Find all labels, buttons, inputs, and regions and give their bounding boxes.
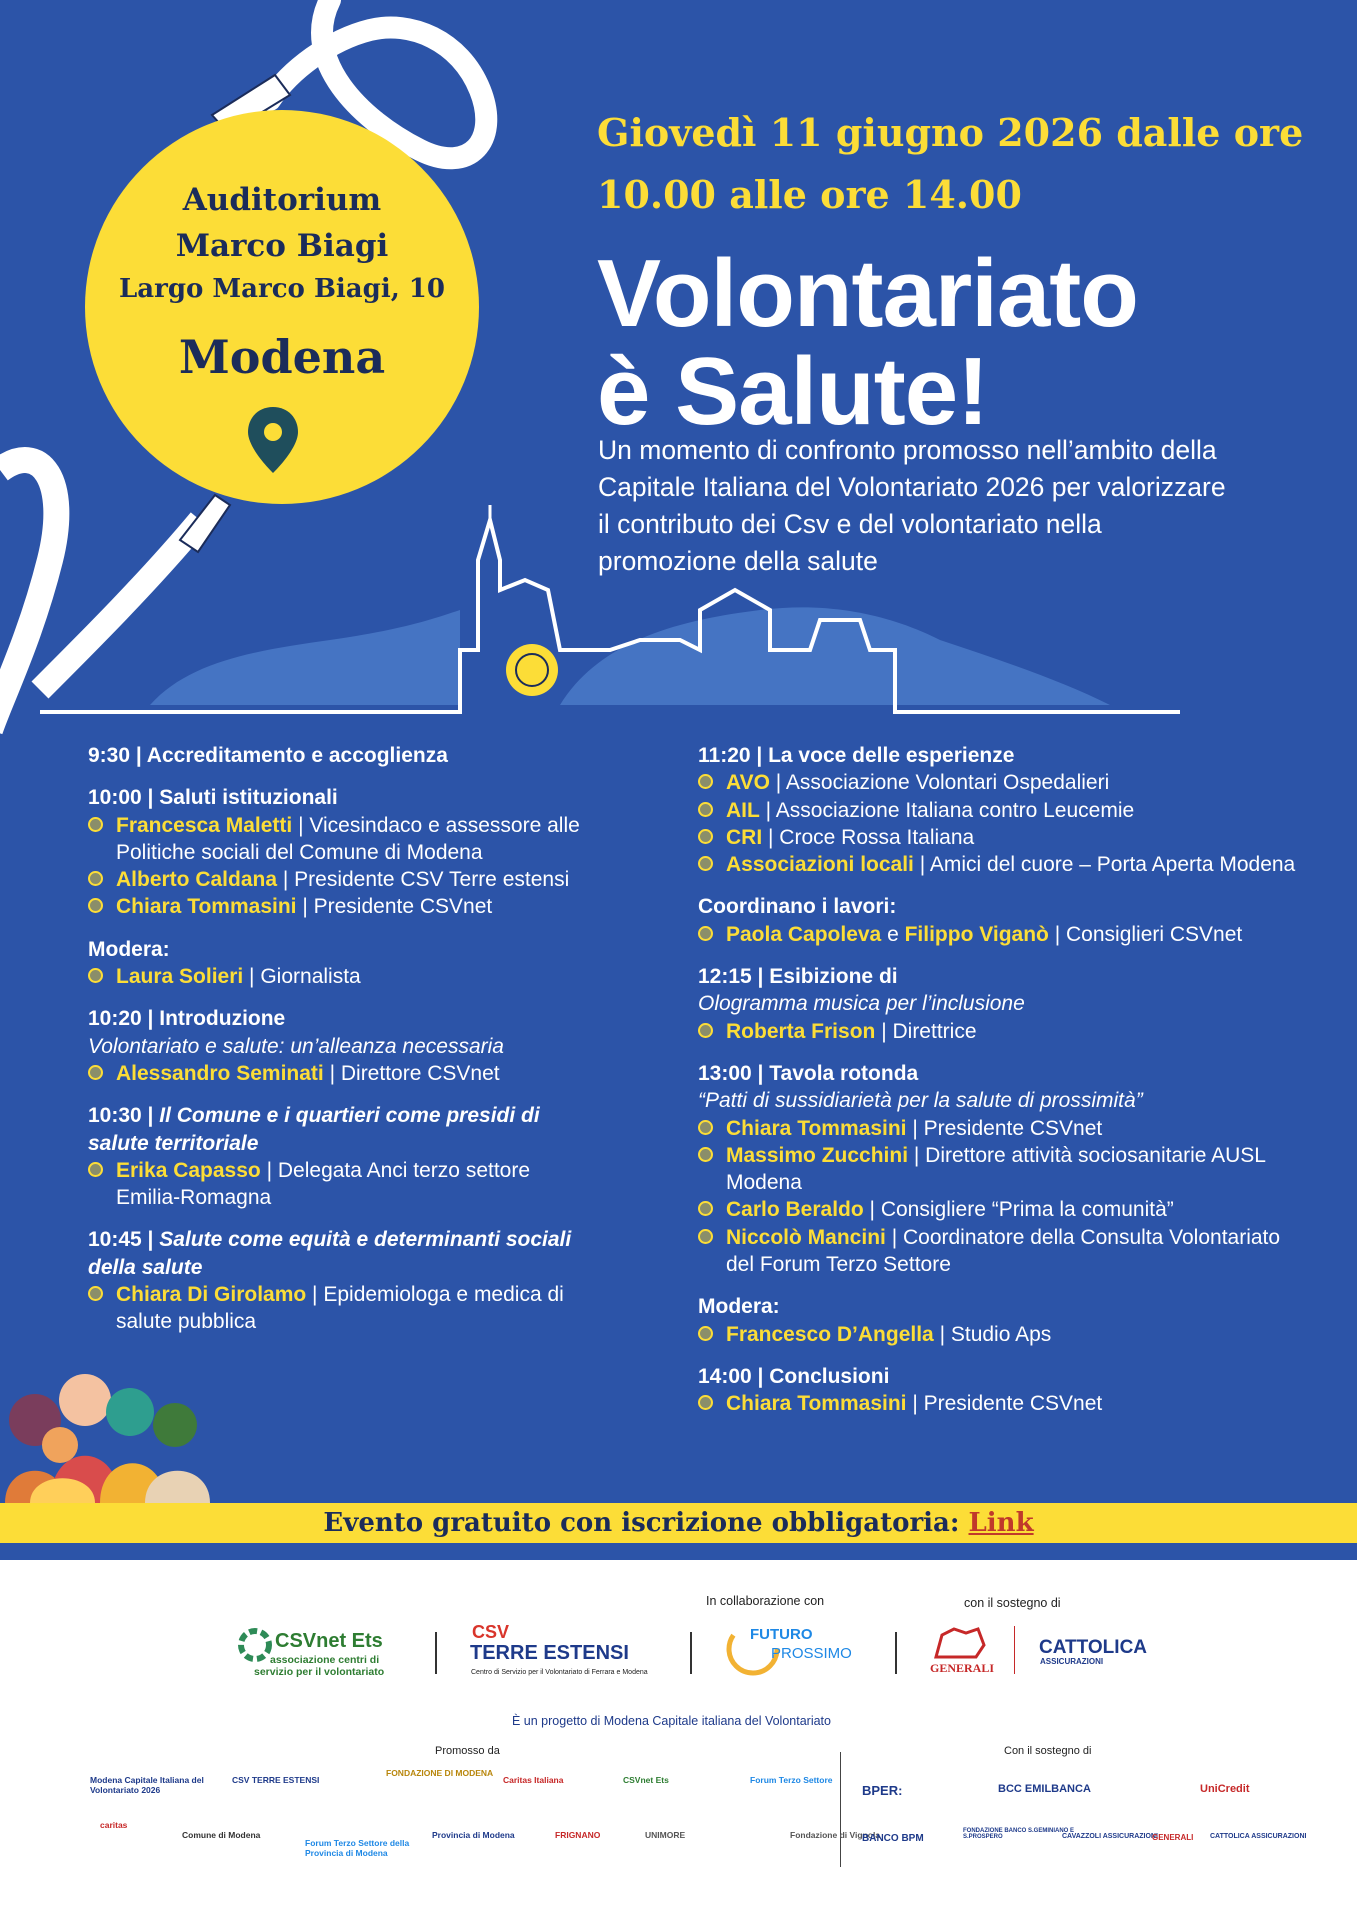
banner-text: Evento gratuito con iscrizione obbligatoria: — [323, 1508, 969, 1538]
speaker-role: | Associazione Volontari Ospedalieri — [769, 771, 1110, 795]
program-block — [88, 936, 588, 991]
bullet-icon — [88, 1065, 103, 1080]
promoter-logo: CSV TERRE ESTENSI — [232, 1775, 320, 1785]
speaker-name: Carlo Beraldo — [726, 1198, 864, 1222]
csvnet-logo-sub2: servizio per il volontariato — [254, 1666, 385, 1678]
sponsor-logo: BPER: — [862, 1783, 903, 1798]
promoter-logo: caritas — [100, 1820, 128, 1830]
program-time-label: 11:20 | La voce delle esperienze — [698, 744, 1015, 767]
speaker-row — [698, 1115, 1298, 1142]
sponsor-logo: FONDAZIONE BANCO S.GEMINIANO E S.PROSPERO — [963, 1828, 1075, 1840]
speaker-role: | Direttrice — [875, 1019, 977, 1043]
program-block — [88, 1005, 588, 1087]
program-time — [698, 1363, 1298, 1390]
speaker-name: Roberta Frison — [726, 1019, 876, 1043]
cattolica-sub: ASSICURAZIONI — [1040, 1657, 1104, 1666]
csvnet-logo-sub1: associazione centri di — [270, 1654, 380, 1666]
speaker-name: Massimo Zucchini — [726, 1143, 909, 1167]
bullet-icon — [88, 898, 103, 913]
speaker-name: Francesco D’Angella — [726, 1322, 934, 1346]
promoter-logo: UNIMORE — [645, 1830, 686, 1840]
speaker-text — [726, 1321, 1051, 1348]
speaker-text — [726, 1018, 977, 1045]
generali-lion-icon — [932, 1625, 988, 1661]
venue-line2: Marco Biagi — [175, 228, 389, 264]
speaker-role: | Presidente CSVnet — [906, 1392, 1103, 1416]
speaker-name: AVO — [726, 771, 770, 795]
csv-terre-name: TERRE ESTENSI — [470, 1642, 629, 1664]
speaker-row — [698, 1142, 1298, 1197]
speaker-role: | Amici del cuore – Porta Aperta Modena — [913, 853, 1296, 877]
program-time-label: 12:15 | Esibizione di — [698, 965, 898, 989]
speaker-name: Alessandro Seminati — [116, 1061, 324, 1085]
speaker-text — [116, 812, 588, 867]
speaker-row — [698, 921, 1298, 948]
csvnet-logo-name: CSVnet Ets — [275, 1630, 383, 1652]
promoter-logo: Forum Terzo Settore della Provincia di Modena — [305, 1838, 410, 1858]
speaker-text — [726, 851, 1295, 878]
speaker-name: Chiara Di Girolamo — [116, 1283, 307, 1307]
program-block — [88, 1226, 588, 1335]
speaker-row — [88, 1157, 588, 1212]
footer-divider — [840, 1752, 841, 1867]
speaker-row — [88, 893, 588, 920]
program-time-label: 10:00 | Saluti istituzionali — [88, 786, 338, 810]
venue-line1: Auditorium — [182, 182, 382, 218]
speaker-text — [726, 824, 974, 851]
promoter-logo: FONDAZIONE DI MODENA — [386, 1768, 494, 1778]
generali-text: GENERALI — [930, 1661, 995, 1675]
event-title — [597, 240, 1337, 445]
logo-divider — [895, 1632, 897, 1674]
speaker-role: | Consiglieri CSVnet — [1048, 922, 1243, 946]
venue-city: Modena — [178, 330, 386, 384]
event-subtitle: Un momento di confronto promosso nell’ambito della Capitale Italiana del Volontariato 2026 per valorizzare il contributo dei Csv e del volontariato nella promozione della salute — [598, 435, 1226, 576]
speaker-name: Paola Capoleva — [726, 922, 882, 946]
program-block — [698, 893, 1298, 948]
speaker-name: Niccolò Mancini — [726, 1225, 886, 1249]
bullet-icon — [698, 1326, 713, 1341]
bullet-icon — [88, 871, 103, 886]
registration-banner — [0, 1503, 1357, 1543]
sponsor-logo: BCC EMILBANCA — [998, 1783, 1091, 1795]
bullet-icon — [88, 1162, 103, 1177]
speaker-role: | Direttore attività sociosanitarie AUSL Modena — [726, 1143, 1266, 1195]
bullet-icon — [698, 1229, 713, 1244]
bullet-icon — [698, 1201, 713, 1216]
speaker-name: Associazioni locali — [726, 853, 914, 877]
program-time-label: 13:00 | Tavola rotonda — [698, 1061, 919, 1085]
program-time-label: 14:00 | Conclusioni — [698, 1364, 890, 1388]
program-time-label: 10:45 | — [88, 1228, 160, 1252]
speaker-text — [726, 1390, 1102, 1417]
sponsor-label: Con il sostegno di — [1004, 1745, 1092, 1757]
program-title-italic: Il Comune e i quartieri come presidi di salute territoriale — [88, 1104, 540, 1155]
speaker-text — [726, 797, 1134, 824]
program-title-italic: Ologramma musica per l’inclusione — [698, 992, 1025, 1016]
promoted-label: Promosso da — [435, 1745, 500, 1757]
speaker-text — [726, 1224, 1298, 1279]
program-subheading: Modera: — [88, 937, 170, 961]
program-block — [88, 1102, 588, 1211]
program-block — [698, 1293, 1298, 1348]
speaker-row — [88, 963, 588, 990]
sponsor-logo: UniCredit — [1200, 1783, 1250, 1795]
bullet-icon — [88, 1286, 103, 1301]
location-pin-icon — [245, 405, 301, 475]
sponsor-logo: CATTOLICA ASSICURAZIONI — [1210, 1833, 1307, 1840]
speaker-text — [726, 1196, 1174, 1223]
futuro-text: FUTURO — [750, 1626, 813, 1643]
promoter-logo: FRIGNANO — [555, 1830, 601, 1840]
bullet-icon — [698, 774, 713, 789]
program-time-label: 9:30 | Accreditamento e accoglienza — [88, 744, 448, 767]
speaker-row — [698, 1390, 1298, 1417]
speaker-row — [698, 769, 1298, 796]
venue-address: Largo Marco Biagi, 10 — [119, 274, 445, 304]
program-block — [698, 1363, 1298, 1418]
speaker-role: | Associazione Italiana contro Leucemie — [759, 798, 1135, 822]
speaker-text — [116, 963, 361, 990]
promoter-logo: Modena Capitale Italiana del Volontariato 2026 — [90, 1775, 204, 1795]
speaker-text — [726, 921, 1242, 948]
speaker-role: | Studio Aps — [933, 1322, 1052, 1346]
program-block — [698, 963, 1298, 1045]
sponsor-logo: BANCO BPM — [862, 1833, 924, 1844]
speaker-row — [698, 1196, 1298, 1223]
speaker-name: AIL — [726, 798, 760, 822]
program-block — [698, 742, 1298, 878]
speaker-name: CRI — [726, 825, 763, 849]
registration-link[interactable]: Link — [968, 1508, 1034, 1538]
speaker-role: | Presidente CSVnet — [906, 1116, 1103, 1140]
bullet-icon — [698, 829, 713, 844]
event-date — [597, 102, 1317, 226]
bullet-icon — [698, 1395, 713, 1410]
program-title-italic: Volontariato e salute: un’alleanza necessaria — [88, 1034, 504, 1058]
speaker-role: | Presidente CSV Terre estensi — [277, 868, 570, 892]
speaker-row — [698, 851, 1298, 878]
people-illustration — [0, 1370, 230, 1503]
bullet-icon — [698, 926, 713, 941]
bullet-icon — [698, 1023, 713, 1038]
speaker-role: | Coordinatore della Consulta Volontariato del Forum Terzo Settore — [726, 1225, 1281, 1277]
program-time — [698, 1060, 1298, 1087]
speaker-role: e — [881, 922, 905, 946]
speaker-text — [116, 866, 569, 893]
program-subheading: Coordinano i lavori: — [698, 895, 897, 919]
support-label: con il sostegno di — [964, 1596, 1061, 1610]
speaker-role: | Presidente CSVnet — [296, 895, 493, 919]
program-time — [88, 1102, 588, 1157]
speaker-name: Chiara Tommasini — [726, 1116, 907, 1140]
program-subheading: Modera: — [698, 1295, 780, 1319]
speaker-text — [116, 1060, 500, 1087]
speaker-name: Francesca Maletti — [116, 813, 293, 837]
speaker-row — [88, 1060, 588, 1087]
speaker-role: | Direttore CSVnet — [323, 1061, 500, 1085]
promoter-logo: Caritas Italiana — [503, 1775, 564, 1785]
speaker-text — [726, 1115, 1102, 1142]
date-line2: 10.00 alle ore 14.00 — [597, 172, 1022, 217]
title-line2: è Salute! — [597, 338, 989, 445]
program-title-italic: “Patti di sussidiarietà per la salute di prossimità” — [698, 1089, 1143, 1113]
program-time — [88, 742, 588, 769]
program-time — [88, 1005, 588, 1032]
speaker-text — [726, 1142, 1298, 1197]
promoter-logo: Fondazione di Vignola — [790, 1830, 881, 1840]
program-time — [698, 742, 1298, 769]
bullet-icon — [698, 1147, 713, 1162]
speaker-row — [698, 1224, 1298, 1279]
program-right-column — [698, 742, 1298, 1433]
date-line1: Giovedì 11 giugno 2026 dalle ore — [597, 110, 1304, 155]
promoter-logo: Forum Terzo Settore — [750, 1775, 833, 1785]
program-block — [88, 742, 588, 769]
bullet-icon — [698, 1120, 713, 1135]
prossimo-text: PROSSIMO — [771, 1645, 852, 1662]
venue-circle — [85, 110, 479, 504]
csvnet-logo-icon — [238, 1628, 272, 1662]
logo-divider — [1014, 1626, 1015, 1674]
program-time-label: 10:20 | Introduzione — [88, 1007, 286, 1031]
program-time-label: 10:30 | — [88, 1104, 160, 1128]
promoter-logo: CSVnet Ets — [623, 1775, 669, 1785]
speaker-name: Alberto Caldana — [116, 868, 278, 892]
program-left-column — [88, 742, 588, 1351]
speaker-row — [88, 1281, 588, 1336]
bullet-icon — [88, 817, 103, 832]
promoter-logo: Comune di Modena — [182, 1830, 261, 1840]
sponsor-logo: CAVAZZOLI ASSICURAZIONI — [1062, 1833, 1158, 1840]
bullet-icon — [88, 968, 103, 983]
logo-divider — [690, 1632, 692, 1674]
speaker-text — [116, 1281, 588, 1336]
program-time — [698, 963, 1298, 990]
logo-divider — [435, 1632, 437, 1674]
program-block — [88, 784, 588, 920]
speaker-row — [698, 824, 1298, 851]
speaker-name: Chiara Tommasini — [726, 1392, 907, 1416]
speaker-row — [698, 1321, 1298, 1348]
speaker-text — [116, 893, 492, 920]
sponsor-logo: GENERALI — [1152, 1833, 1194, 1842]
speaker-role: | Delegata Anci terzo settore Emilia-Romagna — [116, 1158, 531, 1210]
speaker-text — [116, 1157, 588, 1212]
speaker-name: Laura Solieri — [116, 965, 244, 989]
speaker-row — [88, 866, 588, 893]
speaker-row — [698, 1018, 1298, 1045]
project-line: È un progetto di Modena Capitale italiana del Volontariato — [512, 1714, 831, 1728]
program-time — [88, 784, 588, 811]
speaker-row — [698, 797, 1298, 824]
speaker-name: Erika Capasso — [116, 1158, 261, 1182]
cattolica-text: CATTOLICA — [1039, 1637, 1148, 1658]
bullet-icon — [698, 856, 713, 871]
speaker-text — [726, 769, 1109, 796]
speaker-role: | Giornalista — [243, 965, 361, 989]
program-block — [698, 1060, 1298, 1278]
speaker-row — [88, 812, 588, 867]
bullet-icon — [698, 802, 713, 817]
speaker-role: | Epidemiologa e medica di salute pubblica — [116, 1283, 564, 1334]
collab-label: In collaborazione con — [706, 1594, 825, 1608]
csv-terre-top: CSV — [472, 1622, 510, 1642]
promoter-logo: Provincia di Modena — [432, 1830, 515, 1840]
program-time — [88, 1226, 588, 1281]
program-title-italic: Salute come equità e determinanti sociali della salute — [88, 1228, 572, 1279]
speaker-role: | Croce Rossa Italiana — [762, 825, 975, 849]
speaker-role: | Vicesindaco e assessore alle Politiche sociali del Comune di Modena — [116, 813, 580, 864]
title-line1: Volontariato — [597, 240, 1138, 347]
speaker-role: | Consigliere “Prima la comunità” — [863, 1198, 1174, 1222]
speaker-name: Filippo Viganò — [904, 922, 1049, 946]
speaker-name: Chiara Tommasini — [116, 895, 297, 919]
csv-terre-sub: Centro di Servizio per il Volontariato di Ferrara e Modena — [471, 1669, 648, 1676]
